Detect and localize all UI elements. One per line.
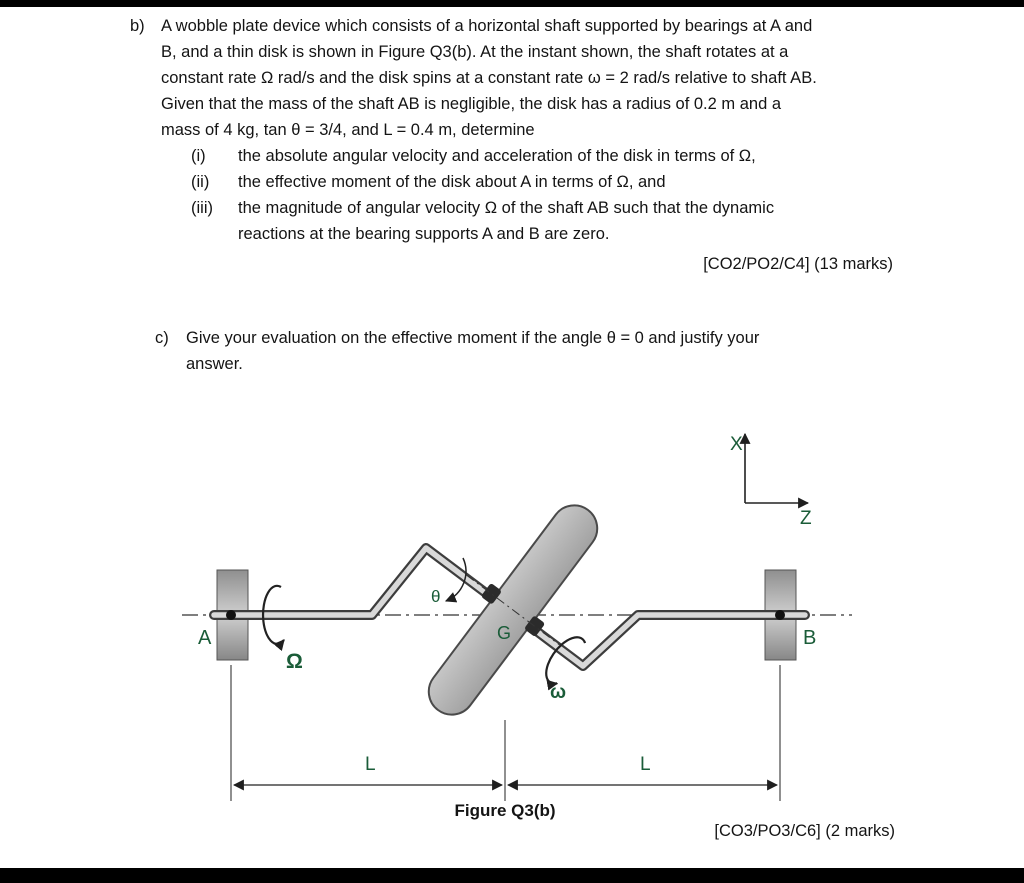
marks-question-b: [CO2/PO2/C4] (13 marks) <box>703 255 893 273</box>
bearing-b-pivot <box>775 610 785 620</box>
question-b-text <box>161 13 905 247</box>
dimension-left-label: L <box>365 754 376 775</box>
subitem-ii <box>191 169 905 195</box>
marks-question-c: [CO3/PO3/C6] (2 marks) <box>714 822 895 840</box>
subitem-ii-text <box>238 169 905 195</box>
question-b-line-1: A wobble plate device which consists of a horizontal shaft supported by bearings at A and <box>161 17 813 35</box>
question-c-line-2: answer. <box>186 355 243 373</box>
subitem-iii-line-2: reactions at the bearing supports A and B are zero. <box>238 225 610 243</box>
question-b-line-4: Given that the mass of the shaft AB is negligible, the disk has a radius of 0.2 m and a <box>161 95 782 113</box>
question-c-text <box>186 325 915 377</box>
subitem-i <box>191 143 905 169</box>
subitem-iii-num: (iii) <box>191 199 213 217</box>
subitem-ii-num: (ii) <box>191 173 210 191</box>
figure-caption: Figure Q3(b) <box>454 801 556 820</box>
wobble-plate-diagram <box>170 418 910 818</box>
figure-q3b <box>170 418 910 818</box>
question-b-line-3: constant rate Ω rad/s and the disk spins at a constant rate ω = 2 rad/s relative to shaft AB. <box>161 69 817 87</box>
question-b-label: b) <box>130 17 145 35</box>
bearing-a-label: A <box>198 627 212 649</box>
subitem-i-line-1: the absolute angular velocity and acceleration of the disk in terms of Ω, <box>238 147 756 165</box>
shaft-rate-label: Ω <box>286 650 303 673</box>
subitem-i-text <box>238 143 905 169</box>
subitem-i-num: (i) <box>191 147 206 165</box>
x-axis-label: X <box>730 434 743 455</box>
bearing-b-label: B <box>803 627 817 649</box>
theta-label: θ <box>431 587 441 606</box>
question-b <box>130 13 905 247</box>
disk-rate-label: ω <box>550 682 567 703</box>
dimension-right-label: L <box>640 754 651 775</box>
subitem-ii-line-1: the effective moment of the disk about A in terms of Ω, and <box>238 173 666 191</box>
bottom-black-bar <box>0 868 1024 883</box>
subitem-iii-line-1: the magnitude of angular velocity Ω of the shaft AB such that the dynamic <box>238 199 775 217</box>
disk-center-label: G <box>497 623 512 643</box>
z-axis-label: Z <box>800 508 812 529</box>
bearing-a-pivot <box>226 610 236 620</box>
question-b-line-2: B, and a thin disk is shown in Figure Q3(b). At the instant shown, the shaft rotates at a <box>161 43 789 61</box>
subitem-iii <box>191 195 905 247</box>
question-b-line-5: mass of 4 kg, tan θ = 3/4, and L = 0.4 m, determine <box>161 121 535 139</box>
question-c-line-1: Give your evaluation on the effective moment if the angle θ = 0 and justify your <box>186 329 760 347</box>
question-c <box>155 325 915 377</box>
question-c-label: c) <box>155 329 169 347</box>
subitem-iii-text <box>238 195 905 247</box>
top-black-bar <box>0 0 1024 7</box>
